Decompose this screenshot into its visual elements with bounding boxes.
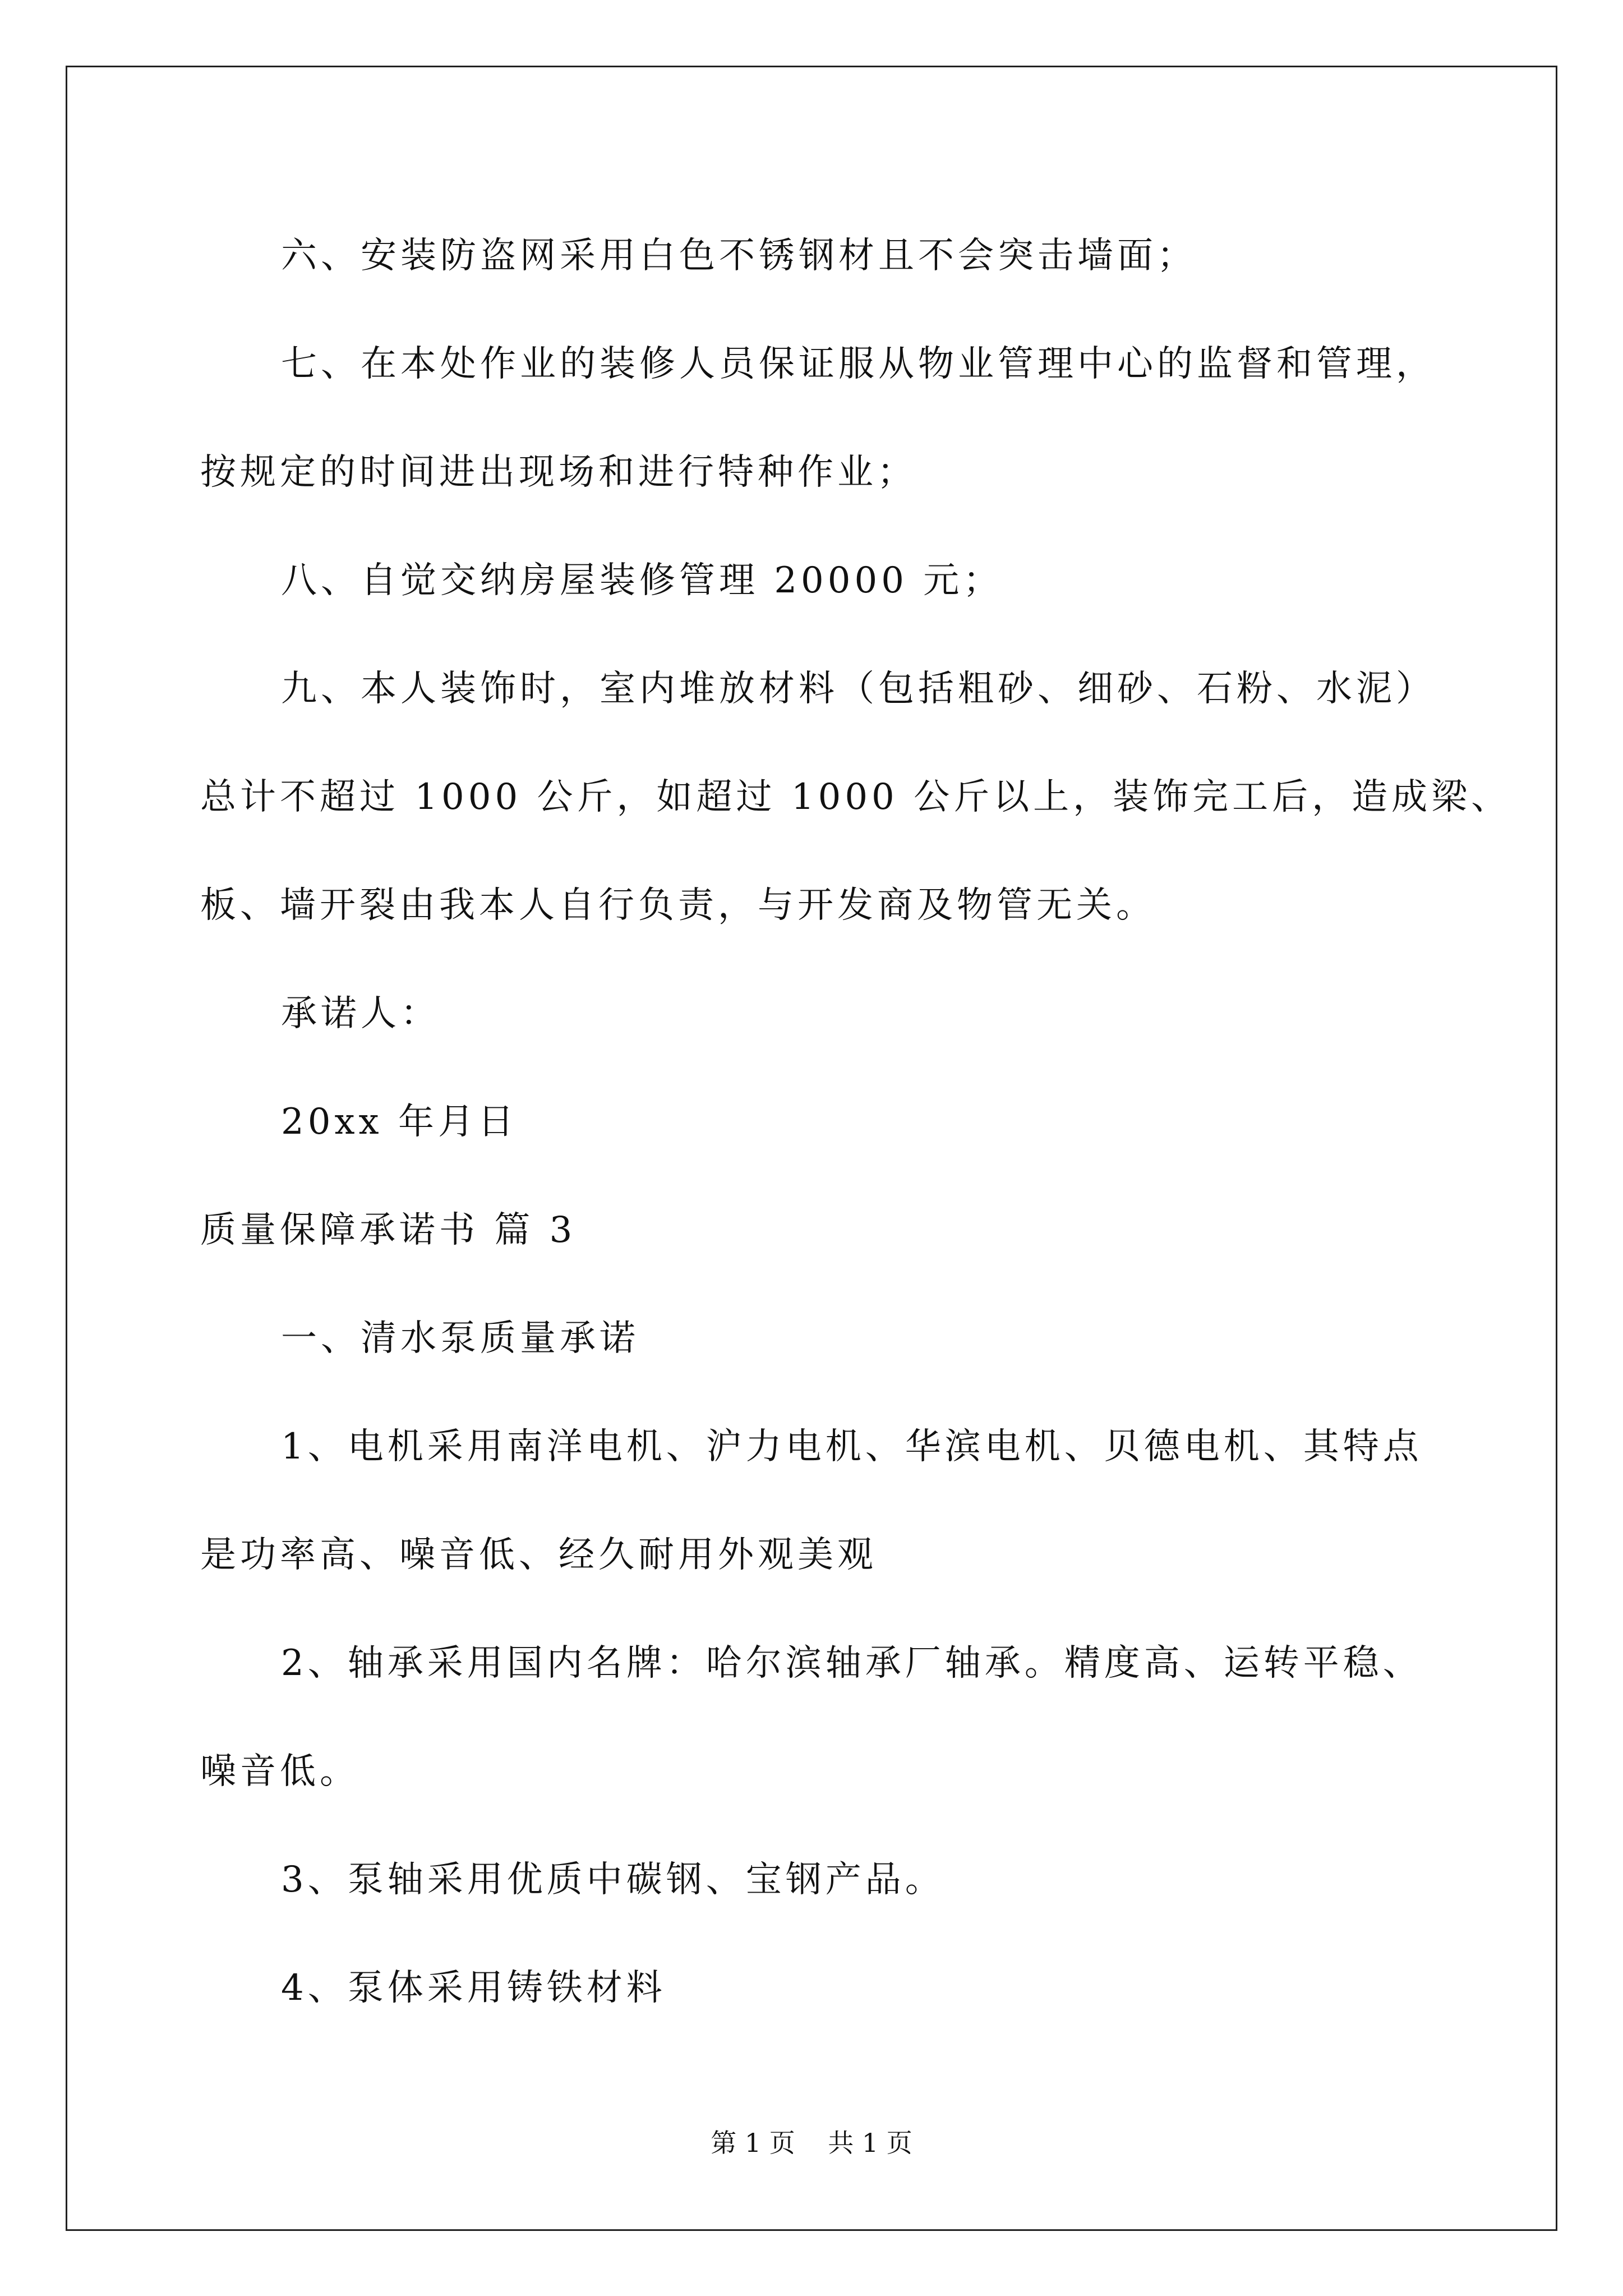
text-line: 九、本人装饰时，室内堆放材料（包括粗砂、细砂、石粉、水泥） [281, 668, 1436, 710]
promisor-label [200, 960, 1468, 1068]
paragraph-item-8 [200, 527, 1468, 635]
page-footer: 第 1 页 共 1 页 [711, 2128, 912, 2158]
text-line: 一、清水泵质量承诺 [281, 1318, 639, 1359]
list-item-2 [200, 1609, 1468, 1826]
text-line: 质量保障承诺书 篇 3 [200, 1209, 577, 1251]
text-line: 按规定的时间进出现场和进行特种作业； [200, 452, 917, 493]
document-body [200, 202, 1511, 2042]
paragraph-item-6 [200, 202, 1468, 310]
paragraph-item-9 [200, 635, 1511, 960]
text-line: 七、在本处作业的装修人员保证服从物业管理中心的监督和管理， [281, 343, 1436, 385]
list-item-1 [200, 1393, 1468, 1609]
subsection-heading [200, 1285, 1468, 1393]
text-line: 4、泵体采用铸铁材料 [281, 1967, 666, 2009]
text-line: 3、泵轴采用优质中碳钢、宝钢产品。 [281, 1859, 945, 1901]
text-line: 1、电机采用南洋电机、沪力电机、华滨电机、贝德电机、其特点 [281, 1426, 1423, 1467]
text-line: 总计不超过 1000 公斤，如超过 1000 公斤以上，装饰完工后，造成梁、 [200, 776, 1511, 818]
text-line: 2、轴承采用国内名牌：哈尔滨轴承厂轴承。精度高、运转平稳、 [281, 1642, 1423, 1684]
list-item-4 [200, 1934, 1468, 2042]
date-line [200, 1068, 1468, 1176]
text-line: 20xx 年月日 [281, 1101, 518, 1143]
paragraph-item-7 [200, 310, 1468, 527]
list-item-3 [200, 1826, 1468, 1934]
text-line: 六、安装防盗网采用白色不锈钢材且不会突击墙面； [281, 235, 1197, 277]
text-line: 承诺人： [281, 993, 440, 1034]
text-line: 板、墙开裂由我本人自行负责，与开发商及物管无关。 [200, 885, 1156, 926]
text-line: 噪音低。 [200, 1751, 359, 1792]
text-line: 是功率高、噪音低、经久耐用外观美观 [200, 1534, 877, 1576]
section-heading [200, 1176, 1468, 1285]
text-line: 八、自觉交纳房屋装修管理 20000 元； [281, 560, 1003, 601]
